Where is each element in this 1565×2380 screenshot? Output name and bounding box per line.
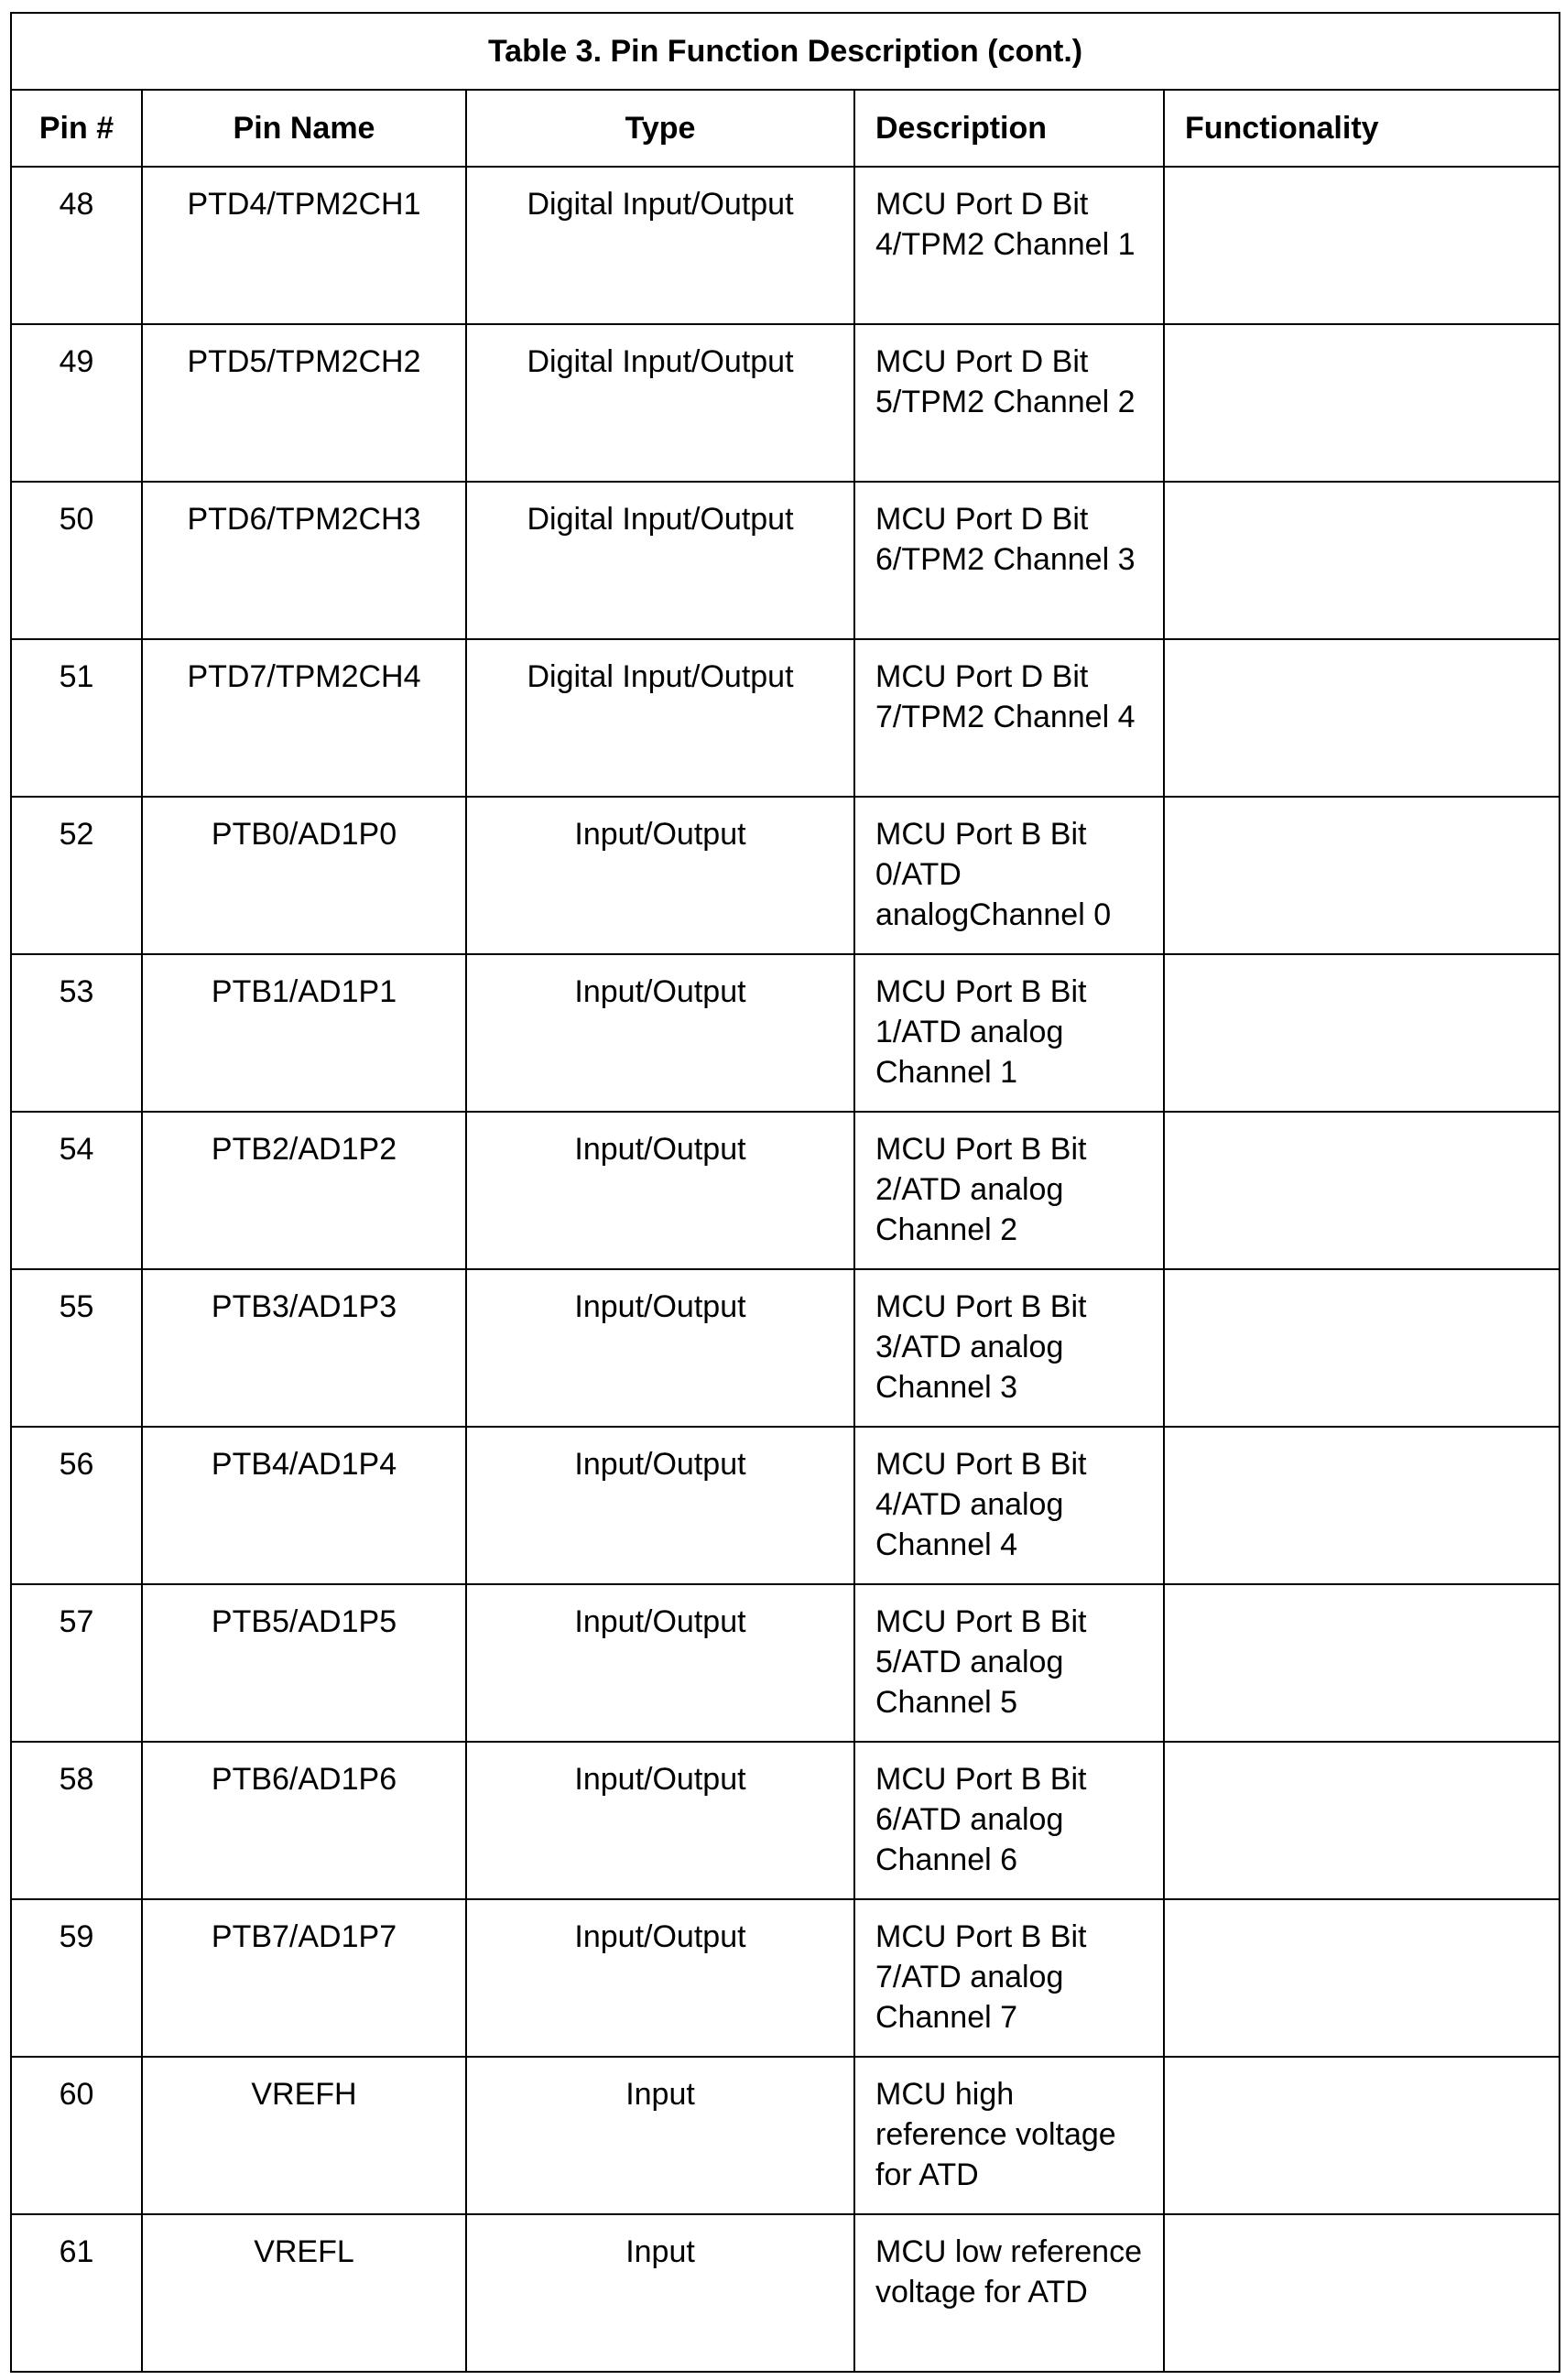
functionality-cell [1164,1899,1560,2057]
table-row [11,1269,1560,1427]
header-type: Type [466,90,854,167]
pin-number-cell: 54 [11,1112,142,1269]
type-cell: Input/Output [466,954,854,1112]
description-cell: MCU Port B Bit 2/ATD analog Channel 2 [854,1112,1164,1269]
pin-name-cell: PTD5/TPM2CH2 [142,324,466,482]
type-cell: Input [466,2057,854,2214]
description-cell: MCU Port D Bit 5/TPM2 Channel 2 [854,324,1164,482]
description-cell: MCU Port B Bit 4/ATD analog Channel 4 [854,1427,1164,1584]
pin-number-cell: 49 [11,324,142,482]
type-cell: Digital Input/Output [466,324,854,482]
functionality-cell [1164,1269,1560,1427]
description-cell: MCU Port B Bit 1/ATD analog Channel 1 [854,954,1164,1112]
pin-number-cell: 56 [11,1427,142,1584]
type-cell: Input/Output [466,797,854,954]
table-row [11,1112,1560,1269]
type-cell: Input/Output [466,1584,854,1742]
pin-number-cell: 48 [11,167,142,324]
pin-name-cell: VREFH [142,2057,466,2214]
pin-number-cell: 53 [11,954,142,1112]
description-cell: MCU Port B Bit 3/ATD analog Channel 3 [854,1269,1164,1427]
functionality-cell [1164,639,1560,797]
table-row [11,639,1560,797]
type-cell: Input/Output [466,1899,854,2057]
pin-name-cell: PTB5/AD1P5 [142,1584,466,1742]
description-cell: MCU Port D Bit 4/TPM2 Channel 1 [854,167,1164,324]
description-cell: MCU Port B Bit 6/ATD analog Channel 6 [854,1742,1164,1899]
functionality-cell [1164,2057,1560,2214]
pin-name-cell: PTB3/AD1P3 [142,1269,466,1427]
table-row [11,1742,1560,1899]
pin-name-cell: PTB2/AD1P2 [142,1112,466,1269]
pin-number-cell: 52 [11,797,142,954]
pin-name-cell: PTB7/AD1P7 [142,1899,466,2057]
table-row [11,324,1560,482]
table-row [11,1427,1560,1584]
pin-name-cell: PTD7/TPM2CH4 [142,639,466,797]
type-cell: Input [466,2214,854,2372]
pin-number-cell: 61 [11,2214,142,2372]
table-row [11,1584,1560,1742]
table-row [11,797,1560,954]
type-cell: Input/Output [466,1742,854,1899]
table-row [11,2214,1560,2372]
pin-number-cell: 51 [11,639,142,797]
pin-name-cell: PTB1/AD1P1 [142,954,466,1112]
table-row [11,482,1560,639]
pin-name-cell: VREFL [142,2214,466,2372]
pin-name-cell: PTB0/AD1P0 [142,797,466,954]
description-cell: MCU Port B Bit 7/ATD analog Channel 7 [854,1899,1164,2057]
functionality-cell [1164,1112,1560,1269]
type-cell: Digital Input/Output [466,482,854,639]
functionality-cell [1164,1427,1560,1584]
description-cell: MCU Port D Bit 6/TPM2 Channel 3 [854,482,1164,639]
pin-number-cell: 55 [11,1269,142,1427]
functionality-cell [1164,954,1560,1112]
functionality-cell [1164,324,1560,482]
table-row [11,954,1560,1112]
description-cell: MCU Port B Bit 5/ATD analog Channel 5 [854,1584,1164,1742]
table-title: Table 3. Pin Function Description (cont.) [11,13,1560,90]
functionality-cell [1164,1584,1560,1742]
pin-number-cell: 58 [11,1742,142,1899]
type-cell: Input/Output [466,1427,854,1584]
pin-name-cell: PTB6/AD1P6 [142,1742,466,1899]
pin-name-cell: PTD4/TPM2CH1 [142,167,466,324]
pin-number-cell: 59 [11,1899,142,2057]
pin-number-cell: 57 [11,1584,142,1742]
pin-number-cell: 50 [11,482,142,639]
functionality-cell [1164,797,1560,954]
functionality-cell [1164,482,1560,639]
type-cell: Input/Output [466,1112,854,1269]
header-pin-number: Pin # [11,90,142,167]
type-cell: Input/Output [466,1269,854,1427]
functionality-cell [1164,1742,1560,1899]
pin-name-cell: PTD6/TPM2CH3 [142,482,466,639]
description-cell: MCU low reference voltage for ATD [854,2214,1164,2372]
functionality-cell [1164,2214,1560,2372]
header-functionality: Functionality [1164,90,1560,167]
table-row [11,2057,1560,2214]
type-cell: Digital Input/Output [466,639,854,797]
header-description: Description [854,90,1164,167]
description-cell: MCU high reference voltage for ATD [854,2057,1164,2214]
table-row [11,167,1560,324]
description-cell: MCU Port B Bit 0/ATD analogChannel 0 [854,797,1164,954]
table-row [11,1899,1560,2057]
pin-number-cell: 60 [11,2057,142,2214]
type-cell: Digital Input/Output [466,167,854,324]
header-pin-name: Pin Name [142,90,466,167]
functionality-cell [1164,167,1560,324]
pin-name-cell: PTB4/AD1P4 [142,1427,466,1584]
description-cell: MCU Port D Bit 7/TPM2 Channel 4 [854,639,1164,797]
pin-function-table [10,12,1560,2373]
